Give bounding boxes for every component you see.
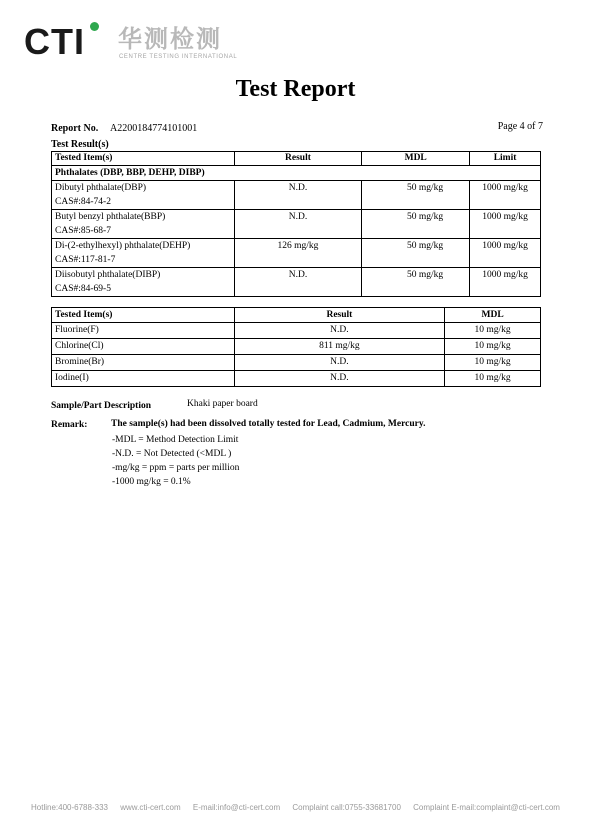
table-row <box>52 210 541 239</box>
column-header: MDL <box>445 308 541 323</box>
page-footer <box>0 803 591 812</box>
item-cell <box>52 210 235 239</box>
footer-complaint-email: Complaint E-mail:complaint@cti-cert.com <box>413 803 560 812</box>
table-header-row <box>52 152 541 166</box>
mdl-cell: 10 mg/kg <box>445 355 541 371</box>
item-cell <box>52 181 235 210</box>
result-cell: N.D. <box>234 371 445 387</box>
item-cas: CAS#:117-81-7 <box>55 255 116 265</box>
mdl-cell: 50 mg/kg <box>362 181 470 210</box>
table-row <box>52 355 541 371</box>
test-results-label: Test Result(s) <box>51 139 109 150</box>
halogens-table <box>51 307 541 387</box>
table-row <box>52 268 541 297</box>
limit-cell: 1000 mg/kg <box>470 181 541 210</box>
item-cell <box>52 239 235 268</box>
result-cell: N.D. <box>234 210 362 239</box>
limit-cell: 1000 mg/kg <box>470 210 541 239</box>
footer-hotline: Hotline:400-6788-333 <box>31 803 108 812</box>
item-name: Di-(2-ethylhexyl) phthalate(DEHP) <box>55 241 191 251</box>
remark-note: -1000 mg/kg = 0.1% <box>112 477 191 487</box>
result-cell: 811 mg/kg <box>234 339 445 355</box>
result-cell: N.D. <box>234 355 445 371</box>
remark-notes <box>112 433 239 489</box>
item-name: Bromine(Br) <box>52 355 235 371</box>
mdl-cell: 10 mg/kg <box>445 371 541 387</box>
logo-english-text: CENTRE TESTING INTERNATIONAL <box>119 54 238 60</box>
table-row <box>52 239 541 268</box>
limit-cell: 1000 mg/kg <box>470 268 541 297</box>
item-cas: CAS#:84-74-2 <box>55 197 111 207</box>
footer-website: www.cti-cert.com <box>120 803 181 812</box>
mdl-cell: 50 mg/kg <box>362 239 470 268</box>
table-row <box>52 371 541 387</box>
table-row <box>52 181 541 210</box>
footer-email: E-mail:info@cti-cert.com <box>192 803 281 812</box>
column-header: Result <box>234 308 445 323</box>
sample-description-value: Khaki paper board <box>187 399 258 409</box>
table-group-row <box>52 166 541 181</box>
item-name: Fluorine(F) <box>52 323 235 339</box>
item-name: Chlorine(Cl) <box>52 339 235 355</box>
logo-brand-text: CTI <box>24 21 85 62</box>
column-header: MDL <box>362 152 470 166</box>
remark-statement: The sample(s) had been dissolved totally tested for Lead, Cadmium, Mercury. <box>111 419 426 429</box>
logo-chinese-text: 华测检测 <box>118 25 222 53</box>
mdl-cell: 10 mg/kg <box>445 323 541 339</box>
item-cas: CAS#:85-68-7 <box>55 226 111 236</box>
mdl-cell: 10 mg/kg <box>445 339 541 355</box>
column-header: Result <box>234 152 362 166</box>
mdl-cell: 50 mg/kg <box>362 268 470 297</box>
footer-complaint-call: Complaint call:0755-33681700 <box>292 803 401 812</box>
item-cas: CAS#:84-69-5 <box>55 284 111 294</box>
mdl-cell: 50 mg/kg <box>362 210 470 239</box>
result-cell: N.D. <box>234 268 362 297</box>
item-name: Butyl benzyl phthalate(BBP) <box>55 212 166 222</box>
page-indicator: Page 4 of 7 <box>497 121 543 132</box>
column-header: Tested Item(s) <box>52 152 235 166</box>
remark-note: -MDL = Method Detection Limit <box>112 435 239 445</box>
column-header: Limit <box>470 152 541 166</box>
column-header: Tested Item(s) <box>52 308 235 323</box>
result-cell: 126 mg/kg <box>234 239 362 268</box>
item-name: Iodine(I) <box>52 371 235 387</box>
group-title: Phthalates (DBP, BBP, DEHP, DIBP) <box>52 166 541 181</box>
item-name: Diisobutyl phthalate(DIBP) <box>55 270 161 280</box>
item-cell <box>52 268 235 297</box>
item-name: Dibutyl phthalate(DBP) <box>55 183 147 193</box>
page-title: Test Report <box>235 76 356 102</box>
phthalates-table <box>51 151 541 297</box>
limit-cell: 1000 mg/kg <box>470 239 541 268</box>
remark-note: -mg/kg = ppm = parts per million <box>112 463 240 473</box>
table-row <box>52 339 541 355</box>
table-row <box>52 323 541 339</box>
result-cell: N.D. <box>234 323 445 339</box>
report-number-label: Report No. <box>51 123 99 134</box>
result-cell: N.D. <box>234 181 362 210</box>
table-header-row <box>52 308 541 323</box>
remark-note: -N.D. = Not Detected (<MDL ) <box>112 449 232 459</box>
logo-dot-icon <box>90 22 99 31</box>
sample-description-label: Sample/Part Description <box>51 401 152 411</box>
report-number: A2200184774101001 <box>110 123 198 134</box>
remark-label: Remark: <box>51 420 88 430</box>
